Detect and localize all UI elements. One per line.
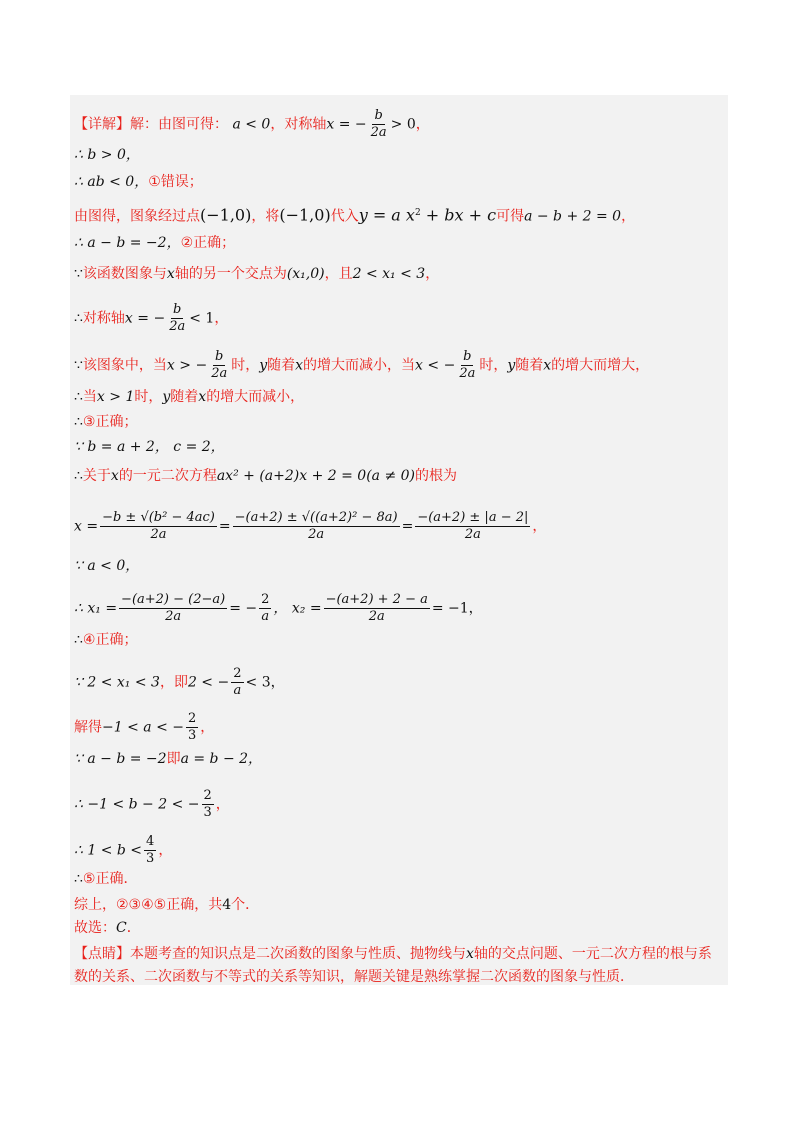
math: x: [166, 266, 175, 282]
line-7: [74, 302, 228, 335]
line-19: [74, 749, 262, 769]
fraction: [186, 711, 198, 744]
math: x = −: [326, 116, 367, 133]
denominator: 2a: [368, 609, 385, 624]
line-26: [74, 967, 634, 987]
text: 的增大而减小，: [206, 389, 305, 405]
text: ，: [200, 719, 215, 736]
line-detail-header: [74, 108, 430, 141]
line-22: [74, 869, 137, 889]
line-3: [74, 172, 203, 192]
line-5: [74, 233, 235, 253]
math: (x₁,0): [286, 266, 325, 282]
math: ∵ 2 < x₁ < 3: [74, 674, 160, 691]
denominator: 3: [146, 851, 155, 866]
numerator: 2: [203, 788, 212, 803]
because-symbol: ∵: [74, 266, 83, 282]
line-17: [74, 666, 285, 699]
numerator: −(a+2) ± √((a+2)² − 8a): [234, 510, 398, 525]
denominator: a: [261, 609, 270, 624]
denominator: 3: [187, 728, 197, 743]
text: ．: [126, 920, 141, 936]
math: (−1,0): [279, 205, 331, 225]
text: 轴的交点问题、一元二次方程的根与系: [473, 946, 712, 962]
text: 的一元二次方程: [118, 468, 217, 484]
text: 故选：: [74, 920, 116, 936]
denominator: 2a: [308, 527, 325, 542]
numerator: 2: [233, 666, 242, 681]
fraction: [209, 349, 229, 382]
text: ②正确；: [180, 235, 236, 251]
math: x: [295, 357, 304, 374]
math: a < 0: [232, 116, 271, 133]
text: 随着: [267, 357, 296, 374]
text: ，: [215, 796, 230, 813]
math: a − b + 2 = 0: [524, 208, 622, 225]
math: ∵ b = a + 2， c = 2，: [74, 439, 225, 455]
fraction: [324, 592, 430, 625]
line-14: [74, 556, 139, 576]
math: 2 < x₁ < 3: [352, 266, 426, 282]
math: = −1，: [431, 600, 483, 617]
math: x =: [74, 518, 99, 535]
math: y = a x: [358, 205, 415, 225]
line-15: [74, 592, 483, 625]
line-25: [74, 944, 712, 964]
denominator: 2a: [370, 125, 387, 140]
fraction: [233, 510, 400, 543]
math: 2 < −: [187, 674, 230, 691]
text: 轴的另一个交点为: [174, 266, 287, 282]
denominator: 2a: [150, 527, 167, 542]
numerator: b: [173, 302, 182, 317]
fraction: [369, 108, 389, 141]
text: 的增大而减小，当: [303, 357, 416, 374]
text: 数的关系、二次函数与不等式的关系等知识，解题关键是熟练掌握二次函数的图象与性质．: [74, 969, 634, 985]
therefore-symbol: ∴: [74, 310, 83, 327]
math: (−1,0): [200, 205, 252, 225]
text: 本题考查的知识点是二次函数的图象与性质、抛物线与: [130, 946, 466, 962]
fraction: [457, 349, 477, 382]
numerator: 2: [261, 592, 270, 607]
math: x: [198, 389, 207, 405]
text: 即: [166, 751, 181, 767]
text: ，: [158, 842, 173, 859]
text: ，对称轴: [270, 116, 327, 133]
math: > 0: [390, 116, 416, 133]
numerator: 4: [146, 834, 155, 849]
text: 该图象中，当: [82, 357, 167, 374]
therefore-symbol: ∴: [74, 632, 83, 648]
therefore-symbol: ∴: [74, 389, 83, 405]
text: 解：由图可得：: [130, 116, 228, 133]
text: ，即: [159, 674, 188, 691]
math: < 1: [189, 310, 215, 327]
line-18: [74, 711, 214, 744]
math: =: [218, 518, 231, 535]
denominator: a: [233, 683, 242, 698]
fraction: [259, 592, 271, 625]
math: ∴ a − b = −2，: [74, 235, 181, 251]
math: −1 < a < −: [102, 719, 184, 736]
math: x: [543, 357, 552, 374]
line-11: [74, 437, 225, 457]
math: 4: [222, 897, 232, 913]
math: y: [507, 357, 516, 374]
math: x > 1: [96, 389, 135, 405]
text: 的增大而增大，: [551, 357, 650, 374]
math: ∵ a − b = −2: [74, 751, 167, 767]
math: y: [162, 389, 171, 405]
math: = −: [229, 600, 258, 617]
text: ，将: [251, 208, 280, 225]
text: 随着: [170, 389, 199, 405]
math: ， x₂ =: [273, 600, 322, 617]
line-6: [74, 264, 439, 284]
denominator: 2a: [165, 609, 182, 624]
detail-tag: 【详解】: [74, 116, 130, 133]
therefore-symbol: ∴: [74, 414, 83, 430]
line-20: [74, 788, 230, 821]
numerator: −(a+2) + 2 − a: [325, 592, 428, 607]
text: ①错误；: [148, 174, 203, 190]
math: + bx + c: [420, 205, 497, 225]
exponent: 2: [414, 208, 421, 218]
math: x > −: [166, 357, 208, 374]
math: =: [401, 518, 414, 535]
math: ∴ −1 < b − 2 < −: [74, 796, 200, 813]
line-12: [74, 466, 457, 486]
answer: C: [116, 920, 127, 936]
denominator: 2a: [169, 319, 186, 334]
therefore-symbol: ∴: [74, 871, 83, 887]
math: ∴ ab < 0，: [74, 174, 149, 190]
text: 对称轴: [82, 310, 125, 327]
denominator: 2a: [211, 366, 228, 381]
text: ，: [415, 116, 430, 133]
text: 解得: [74, 719, 102, 736]
fraction: [167, 302, 187, 335]
text: 时，: [231, 357, 260, 374]
line-16: [74, 630, 137, 650]
numerator: b: [463, 349, 472, 364]
numerator: −(a+2) − (2−a): [121, 592, 226, 607]
fraction: [119, 592, 227, 625]
text: ，: [214, 310, 229, 327]
fraction: [231, 666, 243, 699]
text: 该函数图象与: [82, 266, 167, 282]
text: 关于: [82, 468, 111, 484]
line-24: [74, 918, 141, 938]
text: ，且: [324, 266, 353, 282]
line-23: [74, 895, 259, 915]
math: < 3，: [245, 674, 285, 691]
text: 综上，: [74, 897, 116, 913]
math: y: [259, 357, 268, 374]
text: 时，: [479, 357, 508, 374]
text: ④正确；: [82, 632, 138, 648]
text: 可得: [496, 208, 525, 225]
math: ∴ 1 < b <: [74, 842, 143, 859]
text: ③正确；: [82, 414, 138, 430]
therefore-symbol: ∴: [74, 468, 83, 484]
line-21: [74, 834, 172, 867]
text: 个．: [231, 897, 260, 913]
line-2: [74, 145, 140, 165]
math: ∵ a < 0，: [74, 558, 140, 574]
denominator: 3: [203, 805, 212, 820]
line-10: [74, 412, 137, 432]
text: ，: [425, 266, 440, 282]
line-9: [74, 387, 304, 407]
fraction: [100, 510, 217, 543]
comment-tag: 【点睛】: [74, 946, 130, 962]
math: x: [466, 946, 474, 962]
numerator: −(a+2) ± |a − 2|: [417, 510, 529, 525]
text: 随着: [515, 357, 544, 374]
math: ∴ b > 0，: [74, 147, 140, 163]
numerator: 2: [187, 711, 197, 726]
denominator: 2a: [464, 527, 481, 542]
text: 代入: [330, 208, 359, 225]
because-symbol: ∵: [74, 357, 83, 374]
text: ②③④⑤正确，共: [116, 897, 223, 913]
text: ，: [621, 208, 636, 225]
fraction: [202, 788, 214, 821]
numerator: b: [215, 349, 224, 364]
numerator: b: [374, 108, 383, 123]
math: a = b − 2，: [180, 751, 263, 767]
text: ⑤正确．: [82, 871, 138, 887]
line-4: [74, 203, 635, 227]
math: x < −: [415, 357, 456, 374]
text: 的根为: [415, 468, 458, 484]
fraction: [144, 834, 156, 867]
text: 时，: [134, 389, 163, 405]
text: ，: [532, 518, 547, 535]
math: ax² + (a+2)x + 2 = 0(a ≠ 0): [216, 468, 416, 484]
math: ∴ x₁ =: [74, 600, 118, 617]
fraction: [415, 510, 530, 543]
line-13: [74, 510, 546, 543]
math: x = −: [124, 310, 166, 327]
denominator: 2a: [459, 366, 476, 381]
numerator: −b ± √(b² − 4ac): [102, 510, 215, 525]
text: 当: [82, 389, 97, 405]
text: 由图得，图象经过点: [74, 208, 200, 225]
math: x: [110, 468, 119, 484]
line-8: [74, 349, 649, 382]
